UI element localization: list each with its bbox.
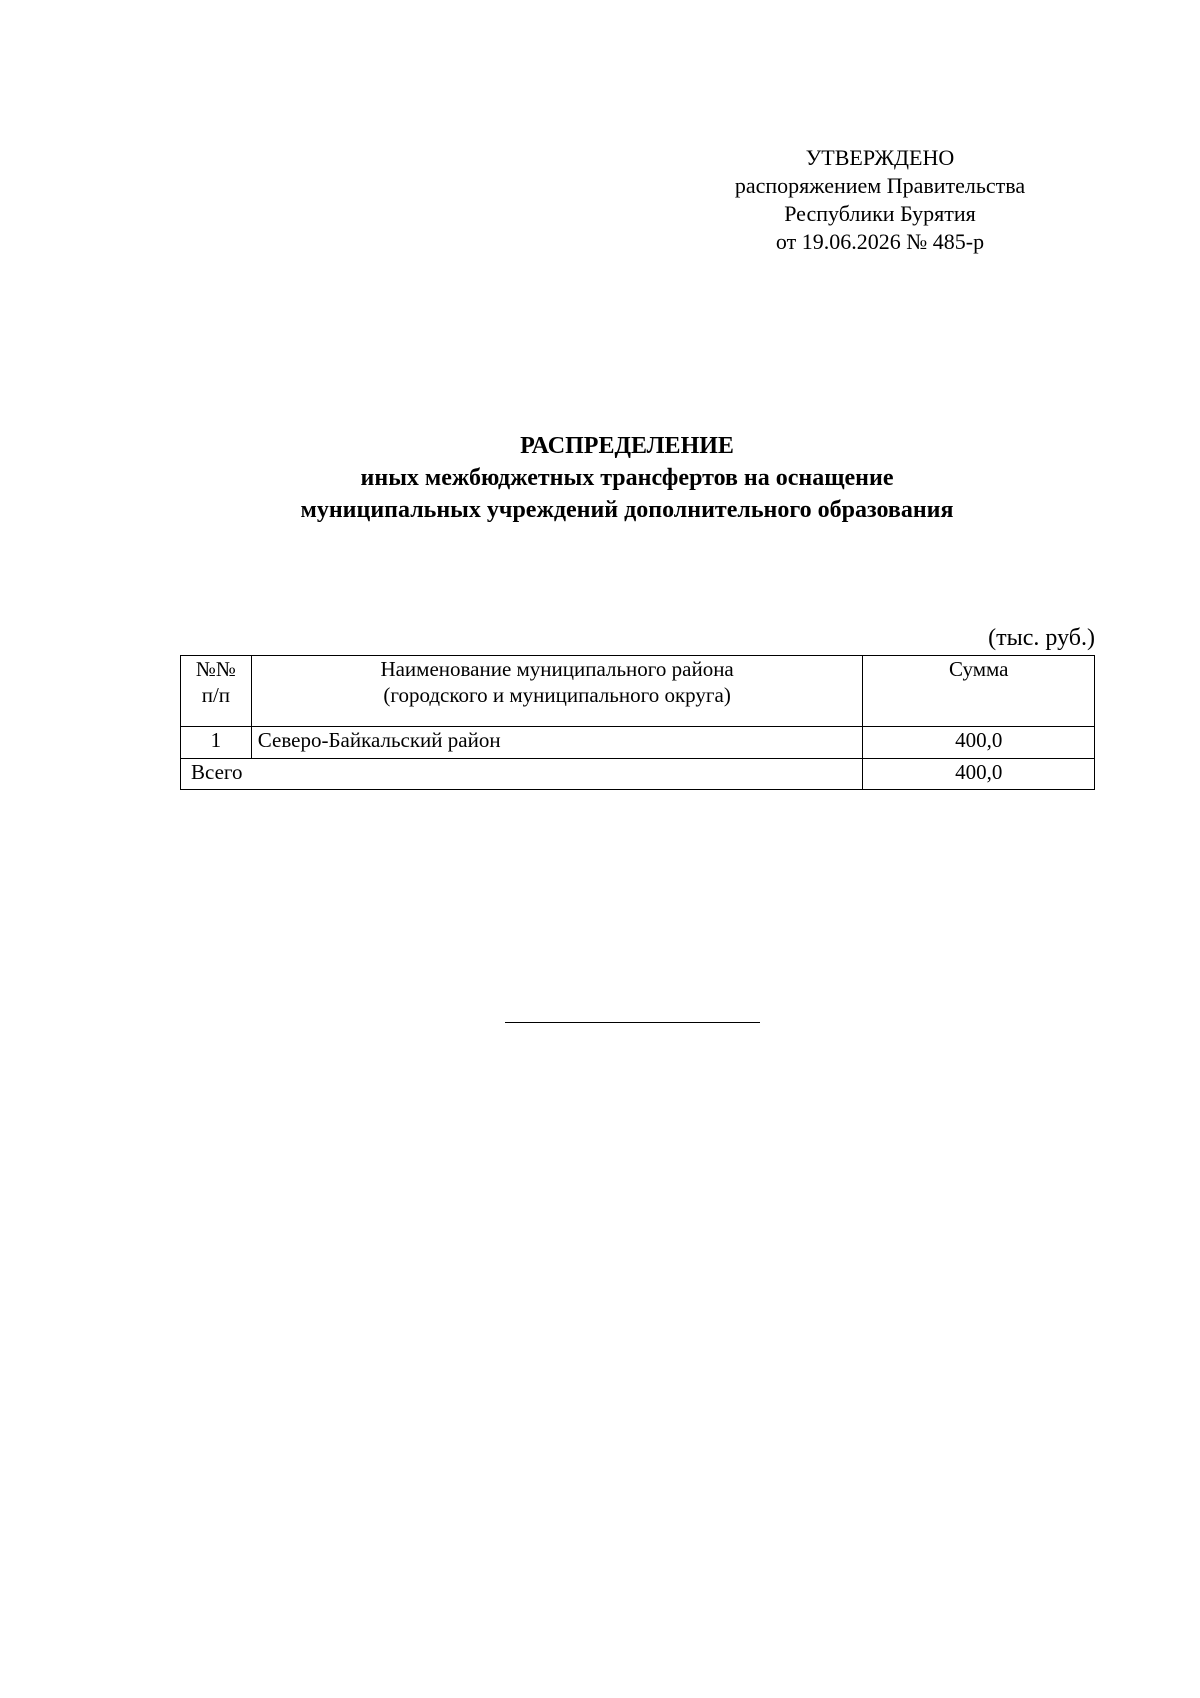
- closing-divider: [505, 1022, 760, 1023]
- header-sum: Сумма: [863, 656, 1095, 727]
- title-line-2: иных межбюджетных трансфертов на оснащение: [360, 465, 894, 491]
- approval-line-order: распоряжением Правительства: [734, 173, 1026, 198]
- approval-block: [680, 144, 1080, 256]
- distribution-table: [180, 655, 1095, 790]
- header-number-line1: №№: [195, 657, 236, 681]
- title-line-3: муниципальных учреждений дополнительного образования: [300, 497, 954, 523]
- approval-line-republic: Республики Бурятия: [784, 201, 976, 226]
- row-sum: 400,0: [863, 727, 1095, 759]
- title-line-1: РАСПРЕДЕЛЕНИЕ: [520, 433, 734, 459]
- row-number: 1: [181, 727, 252, 759]
- header-name-line1: Наименование муниципального района: [380, 657, 734, 681]
- table-row: [181, 727, 1095, 759]
- header-number-line2: п/п: [201, 683, 231, 707]
- total-sum: 400,0: [863, 759, 1095, 790]
- approval-line-date: от 19.06.2026 № 485-р: [775, 229, 985, 254]
- units-label: (тыс. руб.): [988, 625, 1095, 651]
- table-total-row: [181, 759, 1095, 790]
- document-title: [150, 430, 1104, 526]
- approval-heading: УТВЕРЖДЕНО: [805, 145, 955, 170]
- header-name: [251, 656, 863, 727]
- header-number: [181, 656, 252, 727]
- row-name: Северо-Байкальский район: [251, 727, 863, 759]
- total-label: Всего: [181, 759, 863, 790]
- table-header-row: [181, 656, 1095, 727]
- header-name-line2: (городского и муниципального округа): [383, 683, 731, 707]
